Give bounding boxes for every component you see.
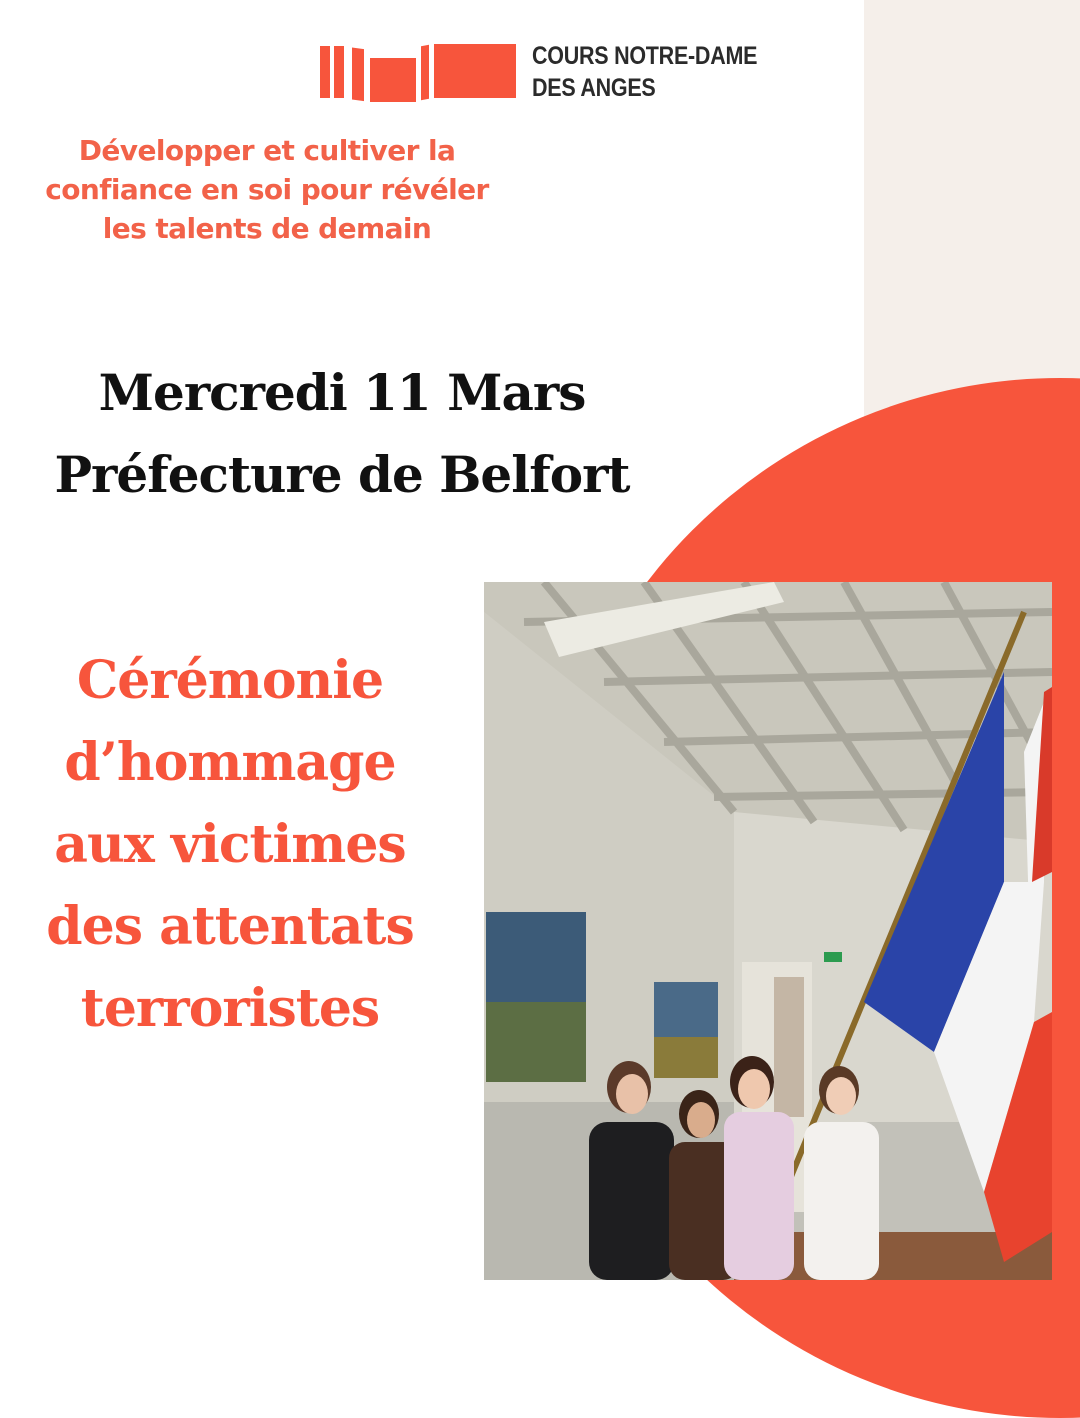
school-logo (320, 42, 520, 104)
school-name (532, 40, 757, 104)
event-place: Préfecture de Belfort (54, 445, 630, 504)
event-date: Mercredi 11 Mars (98, 363, 586, 422)
tagline-line-2: confiance en soi pour révéler (45, 173, 489, 206)
tagline-line-1: Développer et cultiver la (78, 134, 456, 167)
ceremony-title-line-3: aux victimes (54, 814, 406, 875)
tagline (30, 131, 504, 248)
school-name-line-2: DES ANGES (532, 74, 656, 102)
ceremony-title-line-1: Cérémonie (76, 650, 384, 711)
ceremony-title-line-5: terroristes (80, 978, 380, 1039)
ceremony-title (0, 640, 460, 1050)
ceremony-photo (484, 582, 1052, 1280)
ceremony-title-line-2: d’hommage (64, 732, 396, 793)
school-name-line-1: COURS NOTRE-DAME (532, 42, 758, 70)
ceremony-title-line-4: des attentats (46, 896, 414, 957)
tagline-line-3: les talents de demain (102, 212, 432, 245)
event-headline (0, 352, 684, 516)
